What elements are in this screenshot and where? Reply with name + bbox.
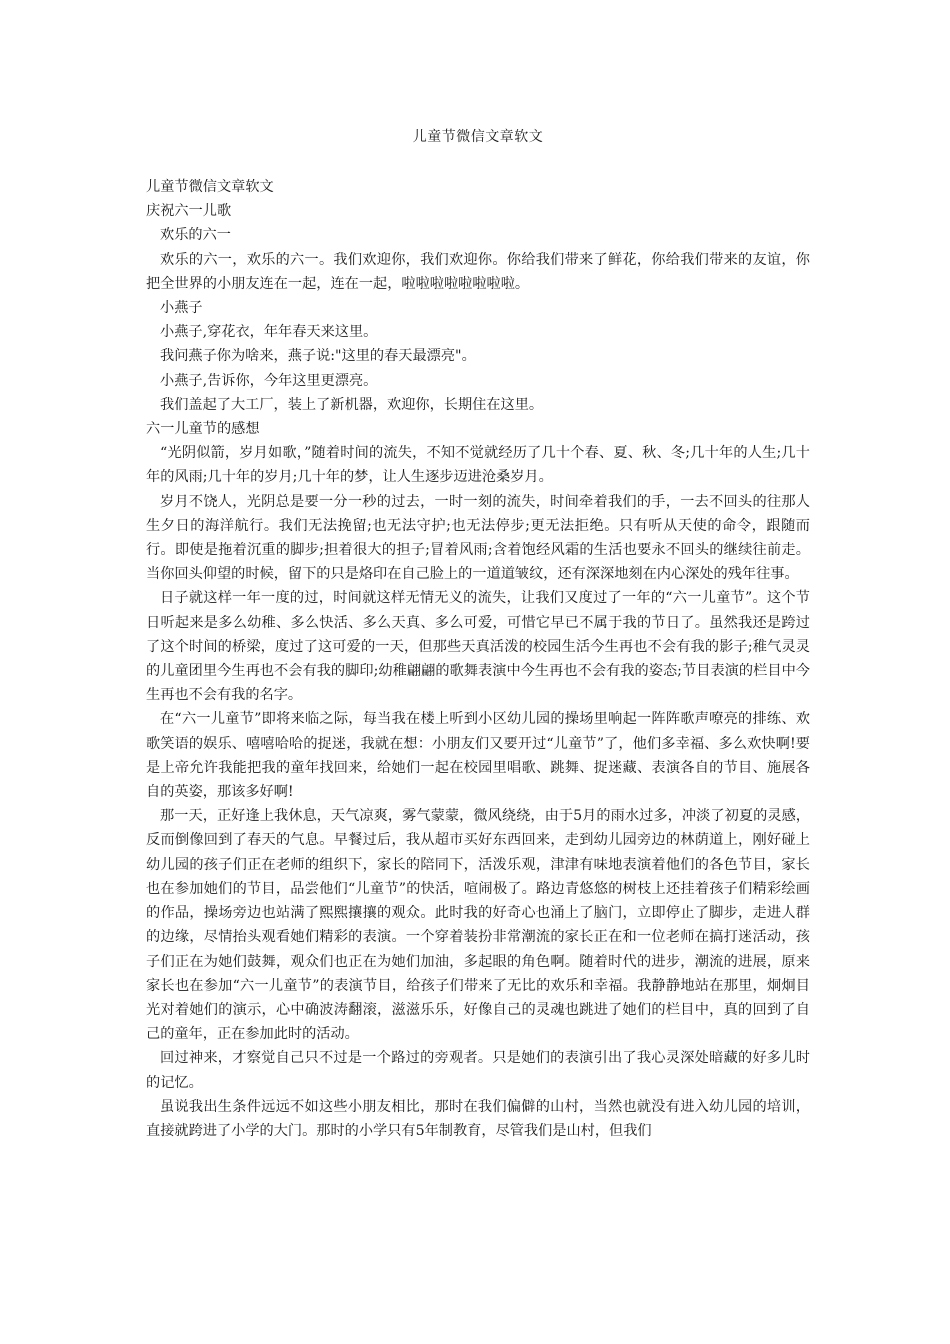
document-body [146,175,810,1143]
document-title: 儿童节微信文章软文 [412,129,544,145]
section-heading: 庆祝六一儿歌 [146,203,232,220]
paragraph: 小燕子,穿花衣，年年春天来这里。 [160,324,378,341]
paragraph: 我问燕子你为啥来，燕子说:"这里的春天最漂亮"。 [160,348,476,365]
paragraph: 虽说我出生条件远远不如这些小朋友相比，那时在我们偏僻的山村，当然也就没有进入幼儿园的培训，直接就跨进了小学的大门。那时的小学只有5年制教育，尽管我们是山村，但我们 [146,1098,810,1139]
paragraph: 日子就这样一年一度的过，时间就这样无情无义的流失，让我们又度过了一年的“六一儿童节”。这个节日听起来是多么幼稚、多么快活、多么天真、多么可爱，可惜它早已不属于我的节日了。虽然我还是跨过了这个时间的桥梁，度过了这可爱的一天，但那些天真活泼的校园生活今生再也不会有我的影子;稚气灵灵的儿童团里今生再也不会有我的脚印;幼稚翩翩的歌舞表演中今生再也不会有我的姿态;节目表演的栏目中今生再也不会有我的名字。 [146,590,810,704]
paragraph: 在“六一儿童节”即将来临之际，每当我在楼上听到小区幼儿园的操场里响起一阵阵歌声嘹亮的排练、欢歌笑语的娱乐、嘻嘻哈哈的捉迷，我就在想：小朋友们又要开过“儿童节”了，他们多幸福、多么欢快啊!要是上帝允许我能把我的童年找回来，给她们一起在校园里唱歌、跳舞、捉迷藏、表演各自的节目、施展各自的英姿，那该多好啊! [146,711,810,801]
paragraph: 欢乐的六一，欢乐的六一。我们欢迎你，我们欢迎你。你给我们带来了鲜花，你给我们带来的友谊，你把全世界的小朋友连在一起，连在一起，啦啦啦啦啦啦啦啦。 [146,251,810,292]
paragraph: 回过神来，才察觉自己只不过是一个路过的旁观者。只是她们的表演引出了我心灵深处暗藏的好多儿时的记忆。 [146,1050,810,1091]
section-heading: 儿童节微信文章软文 [146,179,274,195]
paragraph: “光阴似箭，岁月如歌，”随着时间的流失，不知不觉就经历了几十个春、夏、秋、冬;几十年的人生;几十年的风雨;几十年的岁月;几十年的梦，让人生逐步迈进沧桑岁月。 [146,445,810,486]
paragraph: 岁月不饶人，光阴总是要一分一秒的过去，一时一刻的流失，时间牵着我们的手，一去不回头的往那人生夕日的海洋航行。我们无法挽留;也无法守护;也无法停步;更无法拒绝。只有听从天使的命令，跟随而行。即使是拖着沉重的脚步;担着很大的担子;冒着风雨;含着饱经风霜的生活也要永不回头的继续往前走。当你回头仰望的时候，留下的只是烙印在自己脸上的一道道皱纹，还有深深地刻在内心深处的残年往事。 [146,493,810,583]
paragraph: 小燕子 [160,300,203,317]
paragraph: 那一天，正好逢上我休息，天气凉爽，雾气蒙蒙，微风绕绕，由于5月的雨水过多，冲淡了初夏的灵感，反而倒像回到了春天的气息。早餐过后，我从超市买好东西回来，走到幼儿园旁边的林荫道上，刚好碰上幼儿园的孩子们正在老师的组织下，家长的陪同下，活泼乐观，津津有味地表演着他们的各色节目，家长也在参加她们的节目，品尝他们“儿童节”的快活，喧闹极了。路边青悠悠的树枝上还挂着孩子们精彩绘画的作品，操场旁边也站满了熙熙攘攘的观众。此时我的好奇心也涌上了脑门，立即停止了脚步，走进人群的边缘，尽情抬头观看她们精彩的表演。一个穿着装扮非常潮流的家长正在和一位老师在搞打迷活动，孩子们正在为她们鼓舞，观众们也正在为她们加油，多起眼的角色啊。随着时代的进步，潮流的进展，原来家长也在参加“六一儿童节”的表演节目，给孩子们带来了无比的欢乐和幸福。我静静地站在那里，炯炯目光对着她们的演示，心中确波涛翻滚，滋滋乐乐，好像自己的灵魂也跳进了她们的栏目中，真的回到了自己的童年，正在参加此时的活动。 [146,808,810,1043]
paragraph: 我们盖起了大工厂，装上了新机器，欢迎你，长期住在这里。 [160,396,544,413]
section-heading: 六一儿童节的感想 [146,421,260,438]
paragraph: 小燕子,告诉你，今年这里更漂亮。 [160,372,378,389]
paragraph: 欢乐的六一 [160,227,231,244]
